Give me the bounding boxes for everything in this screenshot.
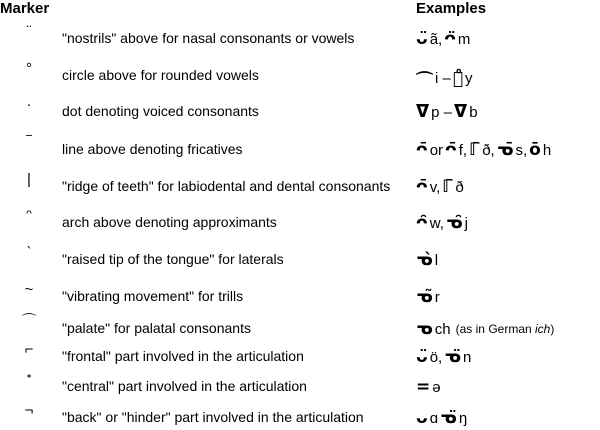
- example-text: i –: [435, 70, 451, 87]
- marker-glyph: ᵔ: [26, 207, 32, 224]
- example-text: ö,: [429, 348, 443, 366]
- examples-column-header: Examples: [416, 0, 487, 17]
- row-laterals: [0, 244, 600, 271]
- row-voiced: [0, 96, 600, 123]
- example-text: r: [434, 288, 440, 306]
- row-description: arch above denoting approximants: [62, 214, 277, 230]
- row-examples: [416, 347, 471, 367]
- row-examples: [416, 213, 468, 233]
- example-glyph: ᓀ̈: [440, 408, 457, 428]
- example-text: ŋ: [458, 409, 468, 427]
- marker-glyph: ⌐: [24, 341, 34, 358]
- marker-glyph: ·: [26, 96, 32, 113]
- example-glyph: ᴖ̄: [416, 140, 428, 160]
- marker-glyph: `: [26, 244, 32, 261]
- row-back: [0, 402, 600, 429]
- example-glyph: ᓀ̈: [444, 347, 461, 367]
- example-glyph: =: [416, 377, 431, 397]
- example-glyph: ō: [529, 140, 541, 160]
- marker-glyph: ᐩ: [26, 371, 32, 388]
- marker-column-header: Marker: [0, 0, 50, 17]
- example-text: f,: [458, 141, 468, 159]
- example-text: y: [465, 70, 473, 87]
- example-glyph: ᴖ̄: [445, 140, 457, 160]
- example-glyph: ᓀ̃: [416, 287, 433, 307]
- row-description: circle above for rounded vowels: [62, 67, 259, 83]
- example-text: s,: [515, 141, 528, 159]
- example-glyph: ⌒̊: [452, 68, 464, 89]
- example-text: ch: [434, 320, 451, 338]
- example-glyph: ᴗ: [416, 408, 428, 428]
- example-glyph: ᴖ̄: [416, 177, 428, 197]
- row-description: "palate" for palatal consonants: [62, 320, 251, 336]
- example-text: ɑ: [429, 409, 439, 427]
- row-examples: [416, 66, 473, 91]
- row-description: "ridge of teeth" for labiodental and dental consonants: [62, 178, 391, 194]
- row-examples: [416, 250, 438, 270]
- row-description: "frontal" part involved in the articulation: [62, 348, 304, 364]
- row-nasal: [0, 23, 600, 50]
- row-examples: [416, 287, 440, 307]
- row-examples: [416, 408, 467, 428]
- example-glyph: ᓀ: [416, 319, 433, 339]
- marker-glyph: |: [27, 171, 31, 188]
- row-central: [0, 371, 600, 398]
- example-glyph: ᓀ̑: [445, 213, 463, 233]
- marker-glyph: °: [26, 60, 32, 77]
- row-description: dot denoting voiced consonants: [62, 103, 259, 119]
- example-glyph: ᴖ̑: [416, 213, 428, 233]
- example-text: b: [469, 103, 478, 121]
- example-glyph: ⌒: [416, 71, 433, 91]
- example-glyph: ℾ̄: [442, 177, 454, 197]
- example-text: ə: [432, 378, 441, 396]
- row-teeth: [0, 171, 600, 198]
- example-glyph: ᴗ̈: [416, 347, 428, 367]
- example-text: l: [434, 251, 439, 269]
- example-text: p –: [431, 103, 453, 121]
- row-palatal: [0, 313, 600, 340]
- example-glyph: ᴗ̈: [416, 29, 428, 49]
- row-trills: [0, 281, 600, 308]
- example-text: ã,: [429, 30, 443, 48]
- example-text: ð: [455, 178, 464, 196]
- row-frontal: [0, 341, 600, 368]
- row-description: "back" or "hinder" part involved in the articulation: [62, 409, 364, 425]
- row-examples: [416, 29, 470, 49]
- example-glyph: ᴖ̈: [444, 29, 456, 49]
- example-glyph: ᓀ̀: [416, 250, 433, 270]
- example-text: v,: [429, 178, 441, 196]
- row-approximants: [0, 207, 600, 234]
- example-text: w,: [429, 214, 444, 232]
- example-glyph: ᐁ̇: [454, 102, 468, 122]
- row-description: "vibrating movement" for trills: [62, 288, 244, 304]
- row-description: "nostrils" above for nasal consonants or vowels: [62, 30, 355, 46]
- row-rounded: [0, 60, 600, 91]
- row-examples: [416, 140, 551, 160]
- row-description: line above denoting fricatives: [62, 141, 243, 157]
- example-glyph: ℾ̄: [469, 140, 481, 160]
- row-description: "central" part involved in the articulation: [62, 378, 307, 394]
- row-fricatives: [0, 134, 600, 161]
- row-examples: [416, 319, 554, 339]
- row-examples: [416, 377, 441, 397]
- example-note: (as in German ich): [455, 322, 555, 336]
- example-glyph: ᐁ: [416, 102, 430, 122]
- row-examples: [416, 177, 464, 197]
- marker-glyph: ¨: [26, 23, 32, 40]
- row-description: "raised tip of the tongue" for laterals: [62, 251, 284, 267]
- example-text: m: [457, 30, 471, 48]
- example-glyph: ᓀ̄: [496, 140, 514, 160]
- marker-glyph: ‾: [26, 134, 32, 151]
- example-text: or: [429, 141, 444, 159]
- marker-glyph: ¬: [24, 402, 34, 419]
- example-text: h: [542, 141, 552, 159]
- example-text: ð,: [482, 141, 495, 159]
- row-examples: [416, 102, 478, 122]
- marker-glyph: ~: [24, 281, 34, 298]
- example-text: n: [463, 348, 472, 366]
- marker-glyph: ⌒: [21, 313, 37, 330]
- example-text: j: [464, 214, 469, 232]
